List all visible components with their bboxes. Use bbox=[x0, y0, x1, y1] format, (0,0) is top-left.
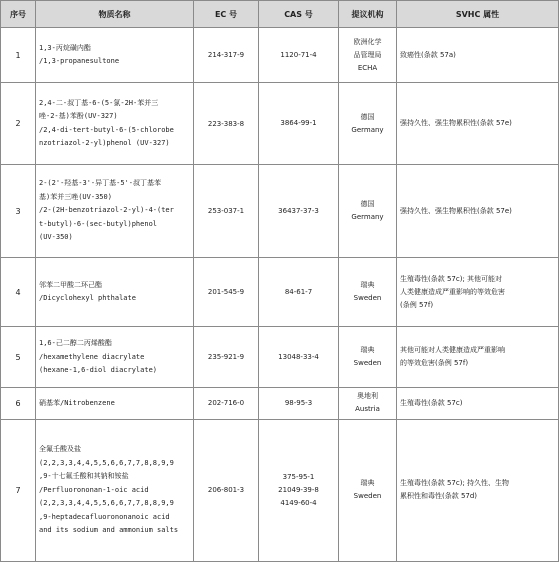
substance-name-line: 基)苯并三唑(UV-350) bbox=[39, 192, 112, 201]
cas-number-line: 375-95-1 bbox=[282, 472, 315, 481]
svhc-property bbox=[397, 388, 559, 419]
svhc-property bbox=[397, 419, 559, 561]
header-ec: EC 号 bbox=[194, 1, 259, 28]
ec-number: 201-545-9 bbox=[194, 258, 259, 327]
substance-name-line: /2-(2H-benzotriazol-2-yl)-4-(ter bbox=[39, 206, 174, 215]
svhc-property-line: 生殖毒性(条款 57c) bbox=[400, 398, 463, 407]
table-row bbox=[1, 419, 559, 561]
cas-number-line: 1120-71-4 bbox=[280, 50, 317, 59]
substance-name-line: (2,2,3,3,4,4,5,5,6,6,7,7,8,8,9,9 bbox=[39, 458, 174, 467]
substance-name-line: /2,4-di-tert-butyl-6-(5-chlorobe bbox=[39, 125, 174, 134]
ec-number: 235-921-9 bbox=[194, 327, 259, 388]
header-property: SVHC 属性 bbox=[397, 1, 559, 28]
svhc-property-line: (条例 57f) bbox=[400, 300, 434, 309]
cas-number bbox=[259, 258, 339, 327]
header-name: 物质名称 bbox=[36, 1, 194, 28]
header-cas: CAS 号 bbox=[259, 1, 339, 28]
proposing-agency bbox=[339, 258, 397, 327]
ec-number: 206-801-3 bbox=[194, 419, 259, 561]
svhc-property bbox=[397, 258, 559, 327]
svhc-property-line: 生殖毒性(条款 57c); 持久性、生物 bbox=[400, 479, 510, 488]
cas-number-line: 3864-99-1 bbox=[280, 119, 317, 128]
svhc-property bbox=[397, 83, 559, 165]
row-number: 5 bbox=[1, 327, 36, 388]
substance-name-line: (UV-350) bbox=[39, 233, 73, 242]
substance-name-line: (2,2,3,3,4,4,5,5,6,6,7,7,8,8,9,9 bbox=[39, 499, 174, 508]
svhc-property-line: 累积性和毒性(条款 57d) bbox=[400, 492, 478, 501]
svhc-property bbox=[397, 28, 559, 83]
proposing-agency-line: Germany bbox=[351, 213, 384, 222]
svhc-property-line: 的等效危害(条例 57f) bbox=[400, 359, 469, 368]
svhc-property bbox=[397, 327, 559, 388]
ec-number: 253-037-1 bbox=[194, 165, 259, 258]
table-row bbox=[1, 28, 559, 83]
proposing-agency-line: 瑞典 bbox=[360, 281, 375, 290]
proposing-agency-line: Austria bbox=[355, 405, 380, 414]
cas-number bbox=[259, 83, 339, 165]
proposing-agency-line: 德国 bbox=[360, 112, 375, 121]
proposing-agency-line: 奥地利 bbox=[357, 392, 378, 401]
proposing-agency bbox=[339, 327, 397, 388]
substance-name-line: 全氟壬酸及盐 bbox=[39, 445, 81, 454]
table-row bbox=[1, 327, 559, 388]
cas-number bbox=[259, 419, 339, 561]
substance-name bbox=[36, 388, 194, 419]
row-number: 2 bbox=[1, 83, 36, 165]
table-row bbox=[1, 165, 559, 258]
proposing-agency-line: Sweden bbox=[353, 294, 382, 303]
table-row bbox=[1, 388, 559, 419]
table-body bbox=[1, 28, 559, 562]
cas-number bbox=[259, 388, 339, 419]
header-row bbox=[1, 1, 559, 28]
cas-number-line: 4149-60-4 bbox=[280, 498, 317, 507]
svhc-property-line: 生殖毒性(条款 57c); 其他可能对 bbox=[400, 274, 503, 283]
substance-name-line: /hexamethylene diacrylate bbox=[39, 352, 145, 361]
substance-name-line: /Perfluorononan-1-oic acid bbox=[39, 485, 149, 494]
svhc-property-line: 致癌性(条款 57a) bbox=[400, 50, 456, 59]
ec-number: 202-716-0 bbox=[194, 388, 259, 419]
substance-name-line: t-butyl)-6-(sec-butyl)phenol bbox=[39, 219, 158, 228]
proposing-agency bbox=[339, 165, 397, 258]
table-row bbox=[1, 83, 559, 165]
substance-name-line: nzotriazol-2-yl)phenol (UV-327) bbox=[39, 139, 170, 148]
svhc-property-line: 人类健康造成严重影响的等效危害 bbox=[400, 287, 505, 296]
substance-name bbox=[36, 165, 194, 258]
substance-name bbox=[36, 258, 194, 327]
proposing-agency-line: Sweden bbox=[353, 492, 382, 501]
substance-name bbox=[36, 83, 194, 165]
proposing-agency-line: 瑞典 bbox=[360, 479, 375, 488]
cas-number-line: 36437-37-3 bbox=[278, 206, 319, 215]
row-number: 7 bbox=[1, 419, 36, 561]
row-number: 4 bbox=[1, 258, 36, 327]
substance-name bbox=[36, 419, 194, 561]
cas-number bbox=[259, 28, 339, 83]
substance-name-line: /1,3-propanesultone bbox=[39, 57, 120, 66]
proposing-agency-line: 欧洲化学 bbox=[353, 37, 382, 46]
row-number: 3 bbox=[1, 165, 36, 258]
proposing-agency-line: 德国 bbox=[360, 200, 375, 209]
cas-number-line: 13048-33-4 bbox=[278, 352, 319, 361]
substance-name-line: 2-(2'-羟基-3'-异丁基-5'-叔丁基苯 bbox=[39, 179, 162, 188]
substance-name bbox=[36, 28, 194, 83]
substance-name-line: 2,4-二-叔丁基-6-(5-氯-2H-苯并三 bbox=[39, 98, 159, 107]
proposing-agency bbox=[339, 419, 397, 561]
cas-number-line: 84-61-7 bbox=[284, 287, 313, 296]
svhc-property-line: 强持久性、强生物累积性(条款 57e) bbox=[400, 119, 512, 128]
proposing-agency-line: 瑞典 bbox=[360, 346, 375, 355]
proposing-agency bbox=[339, 388, 397, 419]
cas-number bbox=[259, 165, 339, 258]
table-row bbox=[1, 258, 559, 327]
row-number: 6 bbox=[1, 388, 36, 419]
substance-name-line: (hexane-1,6-diol diacrylate) bbox=[39, 366, 158, 375]
proposing-agency-line: ECHA bbox=[357, 63, 378, 72]
proposing-agency bbox=[339, 83, 397, 165]
substance-name-line: ,9-十七氟壬酸和其钠和铵盐 bbox=[39, 472, 129, 481]
substance-name-line: 硝基苯/Nitrobenzene bbox=[39, 398, 115, 407]
ec-number: 223-383-8 bbox=[194, 83, 259, 165]
svhc-property-line: 其他可能对人类健康造成严重影响 bbox=[400, 346, 505, 355]
proposing-agency bbox=[339, 28, 397, 83]
svhc-property bbox=[397, 165, 559, 258]
row-number: 1 bbox=[1, 28, 36, 83]
substance-name bbox=[36, 327, 194, 388]
ec-number: 214-317-9 bbox=[194, 28, 259, 83]
header-no: 序号 bbox=[1, 1, 36, 28]
svhc-property-line: 强持久性、强生物累积性(条款 57e) bbox=[400, 206, 512, 215]
substance-name-line: 1,6-己二醇二丙烯酸酯 bbox=[39, 339, 112, 348]
header-agency: 提议机构 bbox=[339, 1, 397, 28]
substance-name-line: 唑-2-基)苯酚(UV-327) bbox=[39, 112, 118, 121]
substance-name-line: ,9-heptadecafluorononanoic acid bbox=[39, 512, 170, 521]
cas-number-line: 98-95-3 bbox=[284, 398, 313, 407]
proposing-agency-line: Germany bbox=[351, 125, 384, 134]
cas-number-line: 21049-39-8 bbox=[278, 485, 319, 494]
proposing-agency-line: 品管理局 bbox=[353, 50, 382, 59]
substance-name-line: 1,3-丙烷磺内酯 bbox=[39, 43, 91, 52]
substance-name-line: and its sodium and ammonium salts bbox=[39, 526, 179, 535]
substance-name-line: /Dicyclohexyl phthalate bbox=[39, 294, 136, 303]
proposing-agency-line: Sweden bbox=[353, 359, 382, 368]
cas-number bbox=[259, 327, 339, 388]
substance-name-line: 邻苯二甲酸二环己酯 bbox=[39, 280, 102, 289]
